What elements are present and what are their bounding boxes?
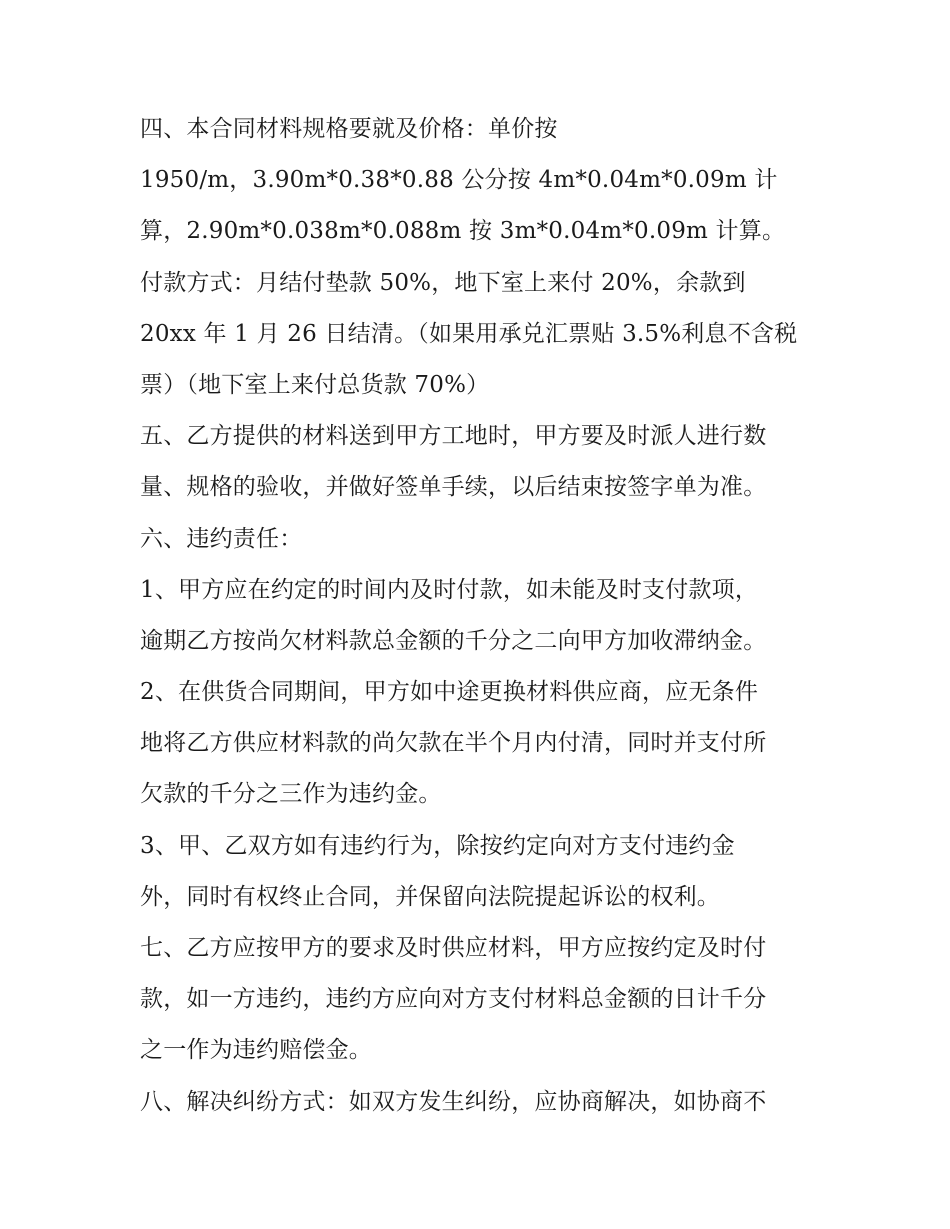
clause-6-item-2-line-1: 2、在供货合同期间，甲方如中途更换材料供应商，应无条件 <box>140 679 759 706</box>
payment-method-line-1: 付款方式：月结付垫款 50%，地下室上来付 20%，余款到 <box>140 269 746 296</box>
clause-4-spec-line-2: 算，2.90m*0.038m*0.088m 按 3m*0.04m*0.09m 计算。 <box>140 218 786 245</box>
clause-4-heading: 四、本合同材料规格要就及价格：单价按 <box>140 116 558 142</box>
clause-5-line-2: 量、规格的验收，并做好签单手续，以后结束按签字单为准。 <box>140 474 767 501</box>
clause-7-line-2: 款，如一方违约，违约方应向对方支付材料总金额的日计千分 <box>140 986 767 1013</box>
payment-method-line-2: 20xx 年 1 月 26 日结清。（如果用承兑汇票贴 3.5%利息不含税 <box>140 320 798 347</box>
clause-6-heading: 六、违约责任： <box>140 525 303 552</box>
clause-6-item-1-line-2: 逾期乙方按尚欠材料款总金额的千分之二向甲方加收滞纳金。 <box>140 627 767 654</box>
clause-7-line-1: 七、乙方应按甲方的要求及时供应材料，甲方应按约定及时付 <box>140 935 767 961</box>
clause-6-item-1-line-1: 1、甲方应在约定的时间内及时付款，如未能及时支付款项， <box>140 576 759 603</box>
clause-6-item-2-line-2: 地将乙方供应材料款的尚欠款在半个月内付清，同时并支付所 <box>140 730 767 757</box>
clause-6-item-3-line-2: 外，同时有权终止合同，并保留向法院提起诉讼的权利。 <box>140 883 720 910</box>
payment-method-line-3: 票）（地下室上来付总货款 70%） <box>140 371 490 398</box>
clause-8-line-1: 八、解决纠纷方式：如双方发生纠纷，应协商解决，如协商不 <box>140 1088 767 1115</box>
clause-6-item-2-line-3: 欠款的千分之三作为违约金。 <box>140 781 442 808</box>
clause-7-line-3: 之一作为违约赔偿金。 <box>140 1037 372 1064</box>
clause-5-line-1: 五、乙方提供的材料送到甲方工地时，甲方要及时派人进行数 <box>140 423 767 450</box>
document-body <box>140 104 820 1128</box>
clause-6-item-3-line-1: 3、甲、乙双方如有违约行为，除按约定向对方支付违约金 <box>140 832 735 859</box>
clause-4-spec-line-1: 1950/m，3.90m*0.38*0.88 公分按 4m*0.04m*0.09m 计 <box>140 167 778 194</box>
